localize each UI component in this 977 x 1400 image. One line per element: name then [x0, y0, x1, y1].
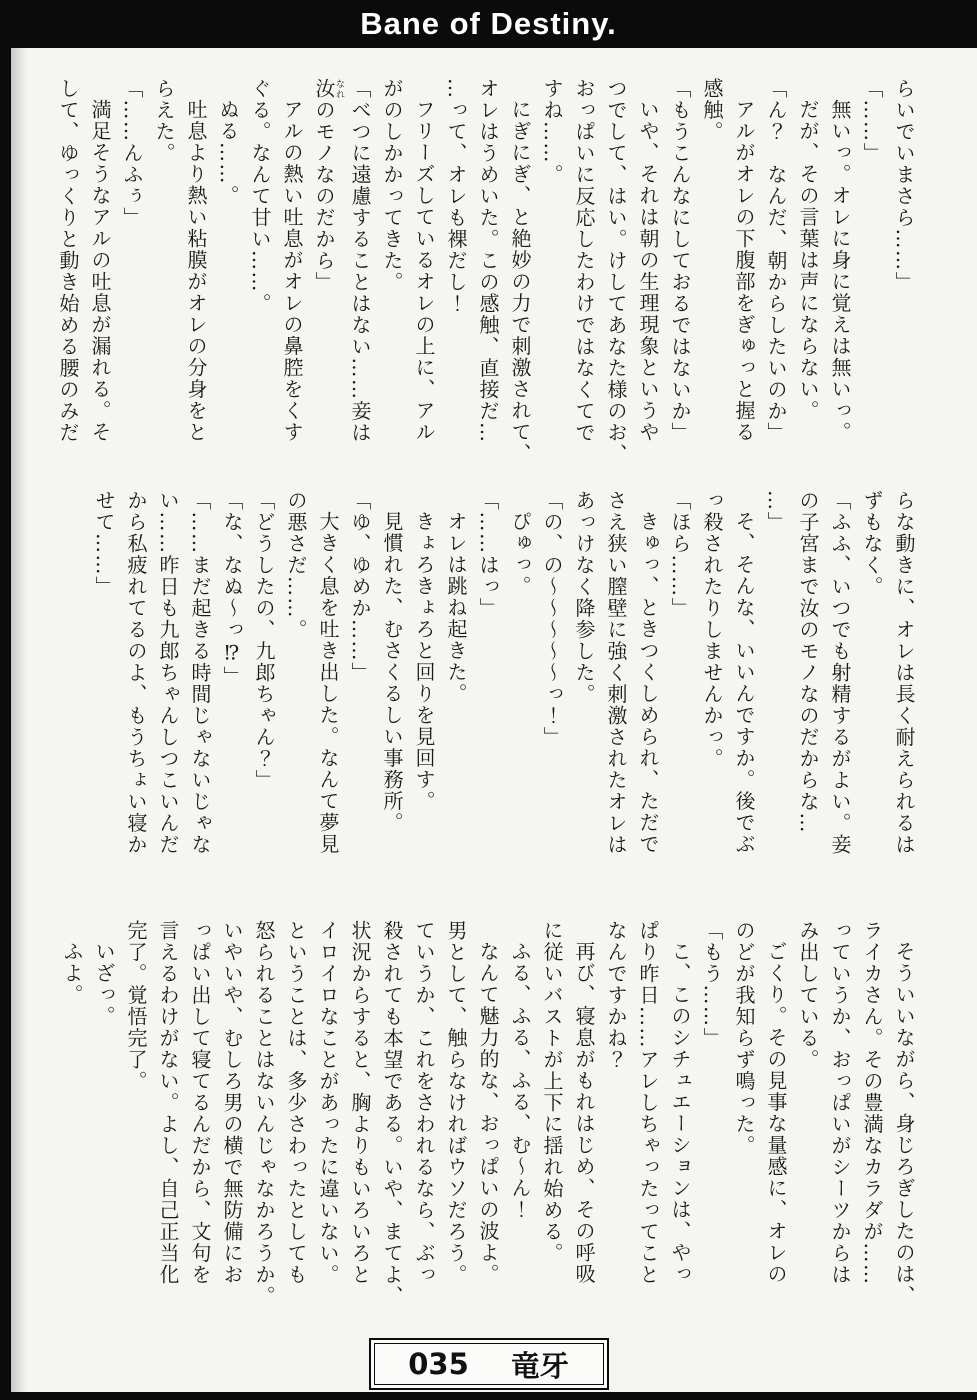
- page-title: Bane of Destiny.: [360, 6, 617, 41]
- text-line: ずもなく。: [860, 490, 884, 598]
- text-line: 満足そうなアルの吐息が漏れる。そ: [88, 99, 112, 443]
- text-line: 「ゆ、ゆめか……」: [348, 490, 372, 684]
- text-line: あっけなく降参した。: [572, 490, 596, 705]
- text-line: らえた。: [152, 78, 176, 164]
- text-line: 無いっ。オレに身に覚えは無いっ。: [828, 99, 852, 443]
- text-line: アルの熱い吐息がオレの鼻腔をくす: [280, 99, 304, 443]
- text-line: 男として、触らなければウソだろう。: [444, 920, 468, 1286]
- text-line: 「ふふ、いつでも射精するがよい。妾: [828, 490, 852, 856]
- text-line: ていうか、これをさわれるなら、ぶっ: [412, 920, 436, 1286]
- text-line: 「……はっ」: [476, 490, 500, 619]
- text-line: 「どうしたの、九郎ちゃん？」: [252, 490, 276, 791]
- chapter-title: 竜牙: [510, 1348, 569, 1383]
- text-line: 「の、の〜〜〜〜〜っ！」: [540, 490, 564, 748]
- text-line: 「……」: [860, 78, 884, 164]
- text-line: 吐息より熱い粘膜がオレの分身をと: [184, 99, 208, 443]
- text-line: にぎにぎ、と絶妙の力で刺激されて、: [508, 99, 532, 465]
- text-line: アルがオレの下腹部をぎゅっと握る: [732, 99, 756, 443]
- text-line: 完了。覚悟完了。: [124, 920, 148, 1092]
- text-line: つでして、はい。けしてあなた様のお、: [604, 78, 628, 465]
- text-block-bottom: [56, 920, 920, 1340]
- text-line: っ殺されたりしませんかっ。: [700, 490, 724, 770]
- text-line: 「ほら……」: [668, 490, 692, 619]
- text-line: きゅっ、ときつくしめられ、ただで: [636, 511, 660, 855]
- text-line: ごくり。その見事な量感に、オレの: [764, 941, 788, 1285]
- text-line: み出している。: [796, 920, 820, 1071]
- text-line: きょろきょろと回りを見回す。: [412, 511, 436, 812]
- text-line: っぱい出して寝てるんだから、文句を: [188, 920, 212, 1286]
- text-line: なんですかね？: [604, 920, 628, 1071]
- text-line: 再び、寝息がもれはじめ、その呼吸: [572, 941, 596, 1285]
- text-line: 「べつに遠慮することはない……妾は: [348, 78, 372, 444]
- text-line: すね……。: [540, 78, 564, 186]
- text-block-middle: [88, 490, 920, 908]
- text-line: 殺されても本望である。いや、まてよ、: [380, 920, 404, 1307]
- text-line: 感触。: [700, 78, 724, 143]
- text-line: こ、このシチュエーションは、やっ: [668, 941, 692, 1285]
- bottom-edge-band: [0, 1392, 977, 1400]
- text-line: 「もうこんなにしておるではないか」: [668, 78, 692, 444]
- text-line: っていうか、おっぱいがシーツからは: [828, 920, 852, 1286]
- text-line: ライカさん。その豊満なカラダが……: [860, 920, 884, 1286]
- text-line: に従いバストが上下に揺れ始める。: [540, 920, 564, 1264]
- text-line: オレは跳ね起きた。: [444, 511, 468, 705]
- text-line: ぴゅっ。: [508, 511, 532, 597]
- text-line: らな動きに、オレは長く耐えられるは: [892, 490, 916, 856]
- text-line: …」: [764, 490, 788, 533]
- text-line: フリーズしているオレの上に、アル: [412, 99, 436, 443]
- text-line: して、ゆっくりと動き始める腰のみだ: [56, 78, 80, 444]
- text-line: せて……」: [92, 490, 116, 598]
- text-line: 大きく息を吐き出した。なんて夢見: [316, 511, 340, 855]
- text-line: なんて魅力的な、おっぱいの波よ。: [476, 941, 500, 1285]
- header-bar: [0, 0, 977, 48]
- left-edge-band: [0, 0, 11, 1400]
- text-line: そういいながら、身じろぎしたのは、: [892, 941, 916, 1307]
- text-line: オレはうめいた。この感触、直接だ…: [476, 78, 500, 444]
- text-line: いやいや、むしろ男の横で無防備にお: [220, 920, 244, 1286]
- footer-page-box: [369, 1338, 609, 1390]
- text-line: のどが我知らず鳴った。: [732, 920, 756, 1157]
- text-line: さえ狭い膣壁に強く刺激されたオレは: [604, 490, 628, 856]
- text-line: ふる、ふる、ふる、む〜ん！: [508, 941, 532, 1221]
- text-line: いや、それは朝の生理現象というや: [636, 99, 660, 443]
- text-line: の子宮まで汝のモノなのだからな…: [796, 490, 820, 834]
- text-line: 「な、なぬ〜っ⁉」: [220, 490, 244, 688]
- text-line: らいでいまさら……」: [892, 78, 916, 293]
- text-line: 「……まだ起きる時間じゃないじゃな: [188, 490, 212, 856]
- left-scan-shadow: [11, 48, 27, 1400]
- text-line: イロイロなことがあったに違いない。: [316, 920, 340, 1286]
- text-line: 言えるわけがない。よし、自己正当化: [156, 920, 180, 1286]
- text-line: 「ん？ なんだ、朝からしたいのか」: [764, 78, 788, 444]
- text-line: おっぱいに反応したわけではなくてで: [572, 78, 596, 444]
- text-line: ぱり昨日……アレしちゃったってこと: [636, 920, 660, 1286]
- text-line: そ、そんな、いいんですか。後でぶ: [732, 511, 756, 855]
- text-line: …って、オレも裸だし！: [444, 78, 468, 315]
- text-line: 状況からすると、胸よりもいろいろと: [348, 920, 372, 1286]
- text-line: がのしかかってきた。: [380, 78, 404, 293]
- text-line: 「もう……」: [700, 920, 724, 1049]
- text-line: ぬる……。: [216, 99, 240, 207]
- text-line: 怒られることはないんじゃなかろうか。: [252, 920, 276, 1307]
- text-line: 見慣れた、むさくるしい事務所。: [380, 511, 404, 834]
- text-line: いざっ。: [92, 941, 116, 1027]
- text-line: の悪さだ……。: [284, 490, 308, 641]
- text-line: 「……んふぅ」: [120, 78, 144, 229]
- text-line: 汝なれのモノなのだから」: [312, 78, 344, 293]
- text-line: い……昨日も九郎ちゃんしつこいんだ: [156, 490, 180, 856]
- text-block-top: [52, 78, 920, 478]
- text-line: だが、その言葉は声にならない。: [796, 99, 820, 422]
- text-line: ふよ。: [60, 941, 84, 1006]
- text-line: ぐる。なんて甘い……。: [248, 78, 272, 315]
- text-line: から私疲れてるのよ、もうちょい寝か: [124, 490, 148, 856]
- text-line: ということは、多少さわったとしても: [284, 920, 308, 1286]
- page-number: 035: [408, 1347, 469, 1381]
